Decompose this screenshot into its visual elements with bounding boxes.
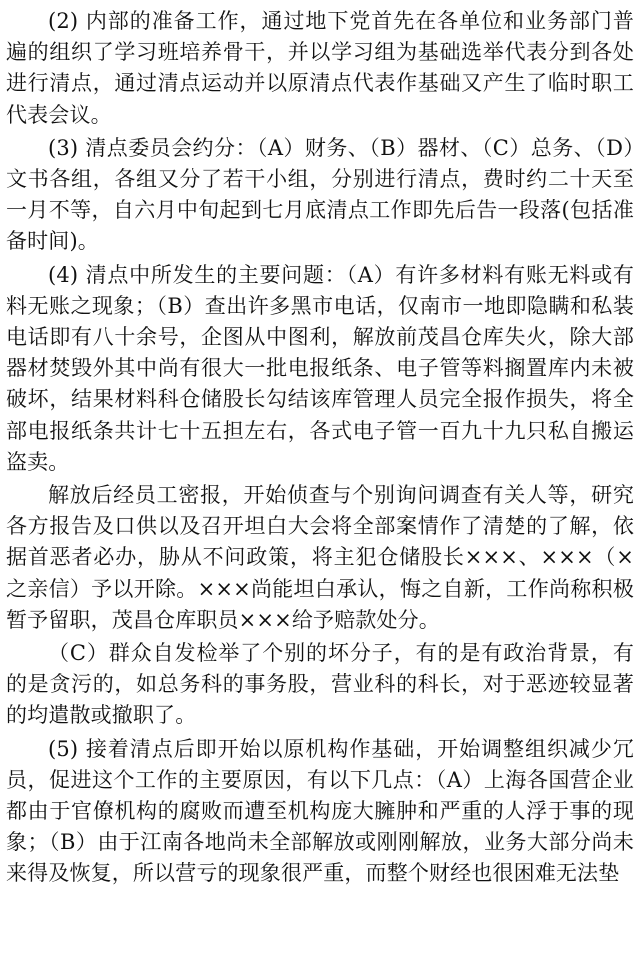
paragraph-item-4: (4) 清点中所发生的主要问题：（A）有许多材料有账无料或有料无账之现象；（B）查出许多黑市电话，仅南市一地即隐瞒和私装电话即有八十余号，企图从中图利，解放前茂昌仓库失火，除大部器材焚毁外其中尚有很大一批电报纸条、电子管等料搁置库内未被破坏，结果材料科仓储股长勾结该库管理人员完全报作损失，将全部电报纸条共计七十五担左右，各式电子管一百九十九只私自搬运盗卖。 <box>6 262 634 474</box>
document-page <box>6 6 634 892</box>
paragraph-item-2: (2) 内部的准备工作，通过地下党首先在各单位和业务部门普遍的组织了学习班培养骨干，并以学习组为基础选举代表分到各处进行清点，通过清点运动并以原清点代表作基础又产生了临时职工代表会议。 <box>6 9 634 127</box>
paragraph-item-5: (5) 接着清点后即开始以原机构作基础，开始调整组织减少冗员，促进这个工作的主要原因，有以下几点：（A）上海各国营企业都由于官僚机构的腐败而遭至机构庞大臃肿和严重的人浮于事的现象；（B）由于江南各地尚未全部解放或刚刚解放，业务大部分尚未来得及恢复，所以营亏的现象很严重，而整个财经也很困难无法垫 <box>6 736 634 886</box>
paragraph-item-3: (3) 清点委员会约分：（A）财务、（B）器材、（C）总务、（D）文书各组，各组又分了若干小组，分别进行清点，费时约二十天至一月不等，自六月中旬起到七月底清点工作即先后告一段落(包括准备时间)。 <box>6 135 634 254</box>
paragraph-after-liberation: 解放后经员工密报，开始侦查与个别询问调查有关人等，研究各方报告及口供以及召开坦白大会将全部案情作了清楚的了解，依据首恶者必办，胁从不问政策，将主犯仓储股长×××、×××（×之亲信）予以开除。×××尚能坦白承认，悔之自新，工作尚称积极暂予留职，茂昌仓库职员×××给予赔款处分。 <box>6 483 634 632</box>
paragraph-item-c: （C）群众自发检举了个别的坏分子，有的是有政治背景，有的是贪污的，如总务科的事务股，营业科的科长，对于恶迹较显著的均遣散或撤职了。 <box>6 641 634 728</box>
